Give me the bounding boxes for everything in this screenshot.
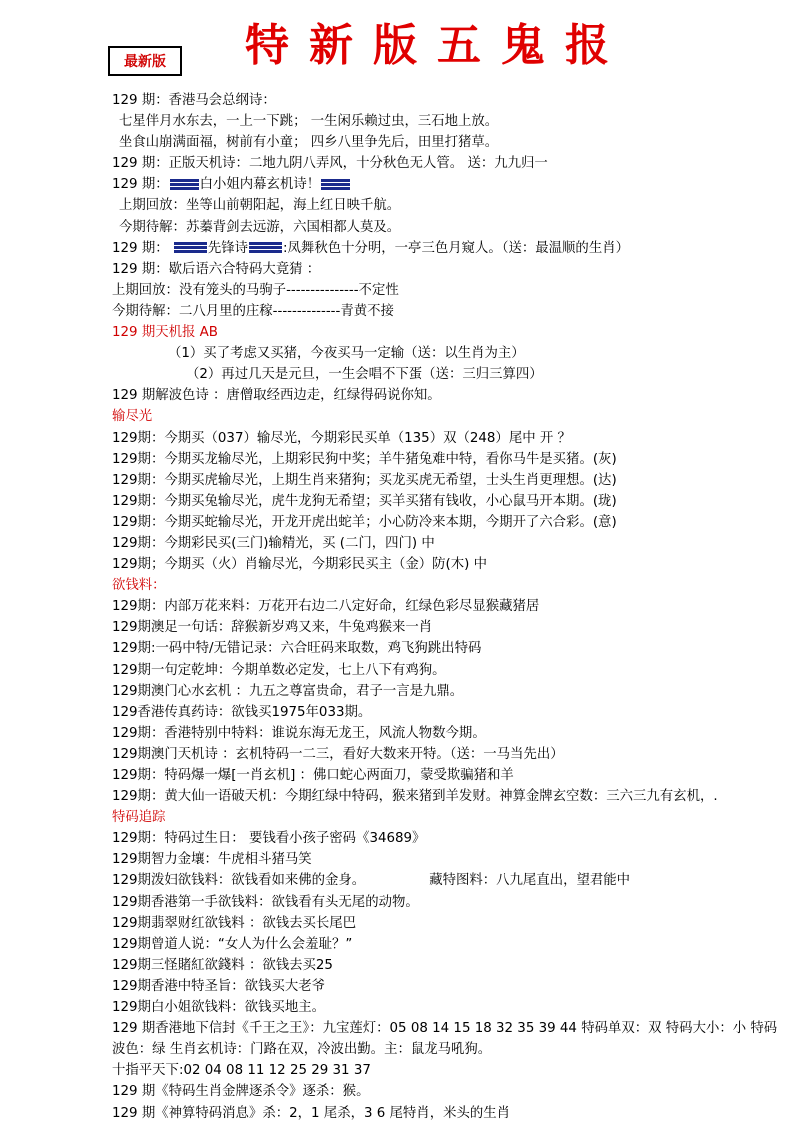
flag-icon — [174, 241, 207, 254]
text-line: 129期一句定乾坤：今期单数必定发，七上八下有鸡狗。 — [112, 662, 446, 678]
text-line: 129期：今期买兔输尽光，虎牛龙狗无希望；买羊买猪有钱收，小心鼠马开本期。(珑) — [112, 493, 617, 509]
text-line: 129 期《神算特码消息》杀：2，1 尾杀，3 6 尾特肖，米头的生肖 — [112, 1105, 511, 1121]
text-line — [112, 238, 784, 259]
flag-icon — [249, 241, 282, 254]
poem-line: 坐食山崩满面福，树前有小童； 四乡八里争先后，田里打猪草。 — [119, 135, 499, 151]
text-line: 129期：特码过生日： 要钱看小孩子密码《34689》 — [112, 831, 426, 847]
flag-icon — [170, 178, 199, 191]
flag-icon — [321, 178, 350, 191]
line-text: 白小姐内幕玄机诗！ — [199, 177, 321, 193]
text-line: 上期回放：坐等山前朝阳起，海上红日映千航。 — [119, 198, 401, 214]
text-line: 129期；今期买（火）肖输尽光，今期彩民买主（金）防(木) 中 — [112, 557, 488, 573]
line-text: 129期泼妇欲钱料：欲钱看如来佛的金身。 — [112, 873, 366, 889]
document-body — [112, 90, 784, 1124]
text-line: 129期澳门天机诗 ：玄机特码一二三，看好大数来开特。（送：一马当先出） — [112, 746, 564, 762]
section-heading: 129 期天机报 AB — [112, 325, 218, 341]
text-line: 129期：内部万花来料：万花开右边二八定好命，红绿色彩尽显猴藏猪居 — [112, 599, 540, 615]
text-line: 129 期《特码生肖金牌逐杀令》逐杀：猴。 — [112, 1084, 370, 1100]
text-line — [112, 870, 784, 891]
text-line: 129期智力金壤：牛虎相斗猪马笑 — [112, 852, 312, 868]
poem-line: 七星伴月水东去，一上一下跳； 一生闲乐赖过虫，三石地上放。 — [119, 114, 499, 130]
text-line: 今期待解：苏蓁背剑去远游，六国相都人莫及。 — [119, 219, 401, 235]
text-line: 129期：特码爆一爆[一肖玄机] ：佛口蛇心两面刀，蒙受欺骗猪和羊 — [112, 768, 514, 783]
text-line: 129期：今期彩民买(三门)输精光，买 (二门，四门) 中 — [112, 535, 435, 551]
text-line: （2）再过几天是元旦，一生会唱不下蛋（送：三归三算四） — [186, 367, 543, 383]
text-line: 129香港传真药诗：欲钱买1975年033期。 — [112, 704, 372, 720]
section-heading: 特码追踪 — [112, 810, 166, 826]
text-line: 129期香港第一手欲钱料：欲钱看有头无尾的动物。 — [112, 894, 419, 910]
text-line: 129期香港中特圣旨：欲钱买大老爷 — [112, 978, 326, 994]
text-line: 129期翡翠财红欲钱料 ：欲钱去买长尾巴 — [112, 915, 357, 931]
text-line: 十指平天下:02 04 08 11 12 25 29 31 37 — [112, 1063, 371, 1079]
text-line: 129期澳门心水玄机 ：九五之尊富贵命，君子一言是九鼎。 — [112, 683, 464, 699]
text-line: 129 期香港地下信封《千王之王》：九宝莲灯：05 08 14 15 18 32 35 39 44 特码单双：双 特码大小：小 特码波色：绿 生肖玄机诗：门路在双，冷波出勤。主：鼠龙马吼狗。 — [112, 1021, 778, 1058]
text-line: 129期：今期买（037）输尽光，今期彩民买单（135）双（248）尾中 开 ？ — [112, 430, 571, 446]
text-line: 129 期：香港马会总纲诗： — [112, 93, 276, 108]
text-line — [112, 174, 784, 195]
line-prefix: 129 期： — [112, 240, 173, 256]
badge-newest-edition: 最新版 — [108, 46, 182, 76]
text-line: 129 期解波色诗 ：唐僧取经西边走，红绿得码说你知。 — [112, 388, 441, 404]
text-line: 129 期：正版天机诗：二地九阴八弄风，十分秋色无人管。 送：九九归一 — [112, 156, 548, 172]
line-text: 先锋诗 — [207, 240, 249, 256]
line-text: :凤舞秋色十分明，一亭三色月窥人。（送：最温顺的生肖） — [283, 240, 629, 256]
line-prefix: 129 期： — [112, 177, 169, 193]
page-title: 特新版五鬼报 — [245, 20, 629, 71]
text-line: （1）买了考虑又买猪，今夜买马一定输（送：以生肖为主） — [168, 346, 525, 362]
text-line: 129期：今期买龙输尽光，上期彩民狗中奖；羊牛猪兔难中特，看你马牛是买猪。(灰) — [112, 451, 617, 467]
text-line: 129期:一码中特/无错记录：六合旺码来取数，鸡飞狗跳出特码 — [112, 641, 482, 657]
text-line: 129 期：歇后语六合特码大竟猜 ： — [112, 261, 321, 277]
section-heading: 欲钱料： — [112, 578, 166, 594]
text-line: 129期澳足一句话：辞猴新岁鸡又来，牛兔鸡猴来一肖 — [112, 620, 433, 636]
section-heading: 输尽光 — [112, 409, 153, 425]
text-line: 129期：今期买虎输尽光，上期生肖来猪狗；买龙买虎无希望，士头生肖更理想。(达) — [112, 472, 617, 488]
text-line: 129期：今期买蛇输尽光，开龙开虎出蛇羊；小心防冷来本期，今期开了六合彩。(意) — [112, 514, 617, 530]
line-text: 藏特图料：八九尾直出，望君能中 — [429, 873, 631, 889]
text-line: 129期三怪賭紅欲錢料 ：欲钱去买25 — [112, 957, 333, 973]
text-line: 129期：香港特别中特料：谁说东海无龙王，风流人物数今期。 — [112, 725, 486, 741]
text-line: 129期白小姐欲钱料：欲钱买地主。 — [112, 1000, 326, 1016]
text-line: 今期待解：二八月里的庄稼--------------青黄不接 — [112, 303, 394, 319]
text-line: 129期曾道人说：“女人为什么会羞耻？” — [112, 936, 353, 952]
text-line: 129期：黄大仙一语破天机：今期红绿中特码，猴来猪到羊发财。神算金牌玄空数：三六三九有玄机，. — [112, 789, 718, 805]
text-line: 上期回放：没有笼头的马驹子---------------不定性 — [112, 282, 399, 298]
